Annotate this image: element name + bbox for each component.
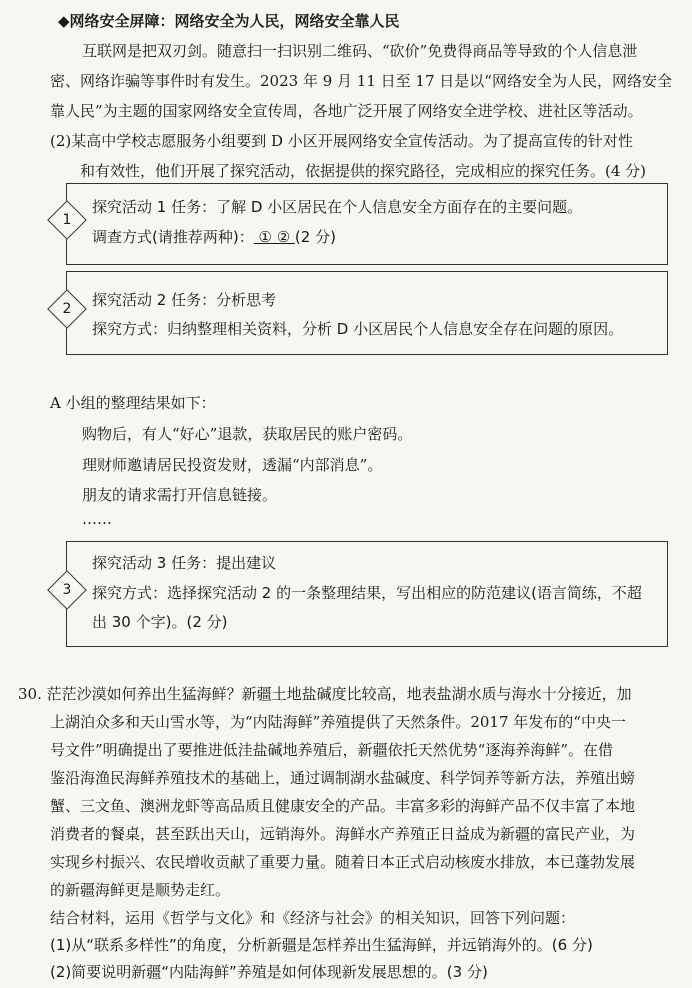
activity-1-method	[92, 226, 336, 248]
activity-2-box	[66, 271, 668, 355]
question-30-sub-1: (1)从“联系多样性”的角度，分析新疆是怎样养出生猛海鲜，并远销海外的。(6 分)	[50, 936, 593, 954]
activity-1-answer-blank[interactable]: ① ②	[253, 228, 295, 246]
activity-3-task: 探究活动 3 任务：提出建议	[92, 554, 277, 572]
question-30-line-2: 上湖泊众多和天山雪水等，为“内陆海鲜”养殖提供了天然条件。2017 年发布的“中央一	[50, 713, 626, 731]
activity-3-method-line-2: 出 30 个字)。(2 分)	[92, 613, 228, 631]
question-30-line-4: 鉴沿海渔民海鲜养殖技术的基础上，通过调制湖水盐碱度、科学饲养等新方法，养殖出螃	[50, 769, 636, 787]
question-30-line-3: 号文件”明确提出了要推进低洼盐碱地养殖后，新疆依托天然优势“逐海养海鲜”。在借	[50, 741, 614, 759]
question-30-prompt: 结合材料，运用《哲学与文化》和《经济与社会》的相关知识，回答下列问题：	[50, 909, 576, 927]
question-2-line-2: 和有效性，他们开展了探究活动，依据提供的探究路径，完成相应的探究任务。(4 分)	[80, 162, 647, 180]
question-30-line-7: 实现乡村振兴、农民增收贡献了重要力量。随着日本正式启动核废水排放，本已蓬勃发展	[50, 853, 636, 871]
intro-line-3: 靠人民”为主题的国家网络安全宣传周，各地广泛开展了网络安全进学校、进社区等活动。	[50, 102, 643, 120]
activity-2-task: 探究活动 2 任务：分析思考	[92, 291, 277, 309]
activity-3-number: 3	[62, 582, 72, 598]
intro-line-1: 互联网是把双刃剑。随意扫一扫识别二维码、“砍价”免费得商品等导致的个人信息泄	[82, 42, 638, 60]
group-a-item-3: 朋友的请求需打开信息链接。	[82, 486, 278, 504]
activity-1-task: 探究活动 1 任务：了解 D 小区居民在个人信息安全方面存在的主要问题。	[92, 198, 583, 216]
section-title: ◆网络安全屏障：网络安全为人民，网络安全靠人民	[58, 12, 400, 30]
activity-2-method: 探究方式：归纳整理相关资料，分析 D 小区居民个人信息安全存在问题的原因。	[92, 320, 624, 338]
activity-1-score: (2 分)	[294, 228, 336, 246]
question-2-line-1: (2)某高中学校志愿服务小组要到 D 小区开展网络安全宣传活动。为了提高宣传的针对性	[50, 132, 633, 150]
activity-3-method-line-1: 探究方式：选择探究活动 2 的一条整理结果，写出相应的防范建议(语言简练，不超	[92, 584, 642, 602]
activity-1-number: 1	[62, 212, 72, 228]
group-a-item-1: 购物后，有人“好心”退款，获取居民的账户密码。	[82, 425, 413, 443]
question-30-line-6: 消费者的餐桌，甚至跃出天山，远销海外。海鲜水产养殖正日益成为新疆的富民产业，为	[50, 825, 636, 843]
group-a-title: A 小组的整理结果如下：	[50, 394, 216, 412]
question-30-line-8: 的新疆海鲜更是顺势走红。	[50, 881, 231, 899]
question-30-line-1: 30. 茫茫沙漠如何养出生猛海鲜？新疆土地盐碱度比较高，地表盐湖水质与海水十分接近，加	[18, 685, 632, 703]
group-a-ellipsis: ……	[82, 510, 112, 528]
question-30-sub-2: (2)简要说明新疆“内陆海鲜”养殖是如何体现新发展思想的。(3 分)	[50, 963, 488, 981]
activity-1-method-label: 调查方式(请推荐两种)：	[92, 228, 254, 246]
question-30-line-5: 蟹、三文鱼、澳洲龙虾等高品质且健康安全的产品。丰富多彩的海鲜产品不仅丰富了本地	[50, 797, 636, 815]
activity-2-number: 2	[62, 301, 72, 317]
group-a-item-2: 理财师邀请居民投资发财，透漏“内部消息”。	[82, 456, 383, 474]
intro-line-2: 密、网络诈骗等事件时有发生。2023 年 9 月 11 日至 17 日是以“网络安全为人民，网络安全	[50, 72, 672, 90]
